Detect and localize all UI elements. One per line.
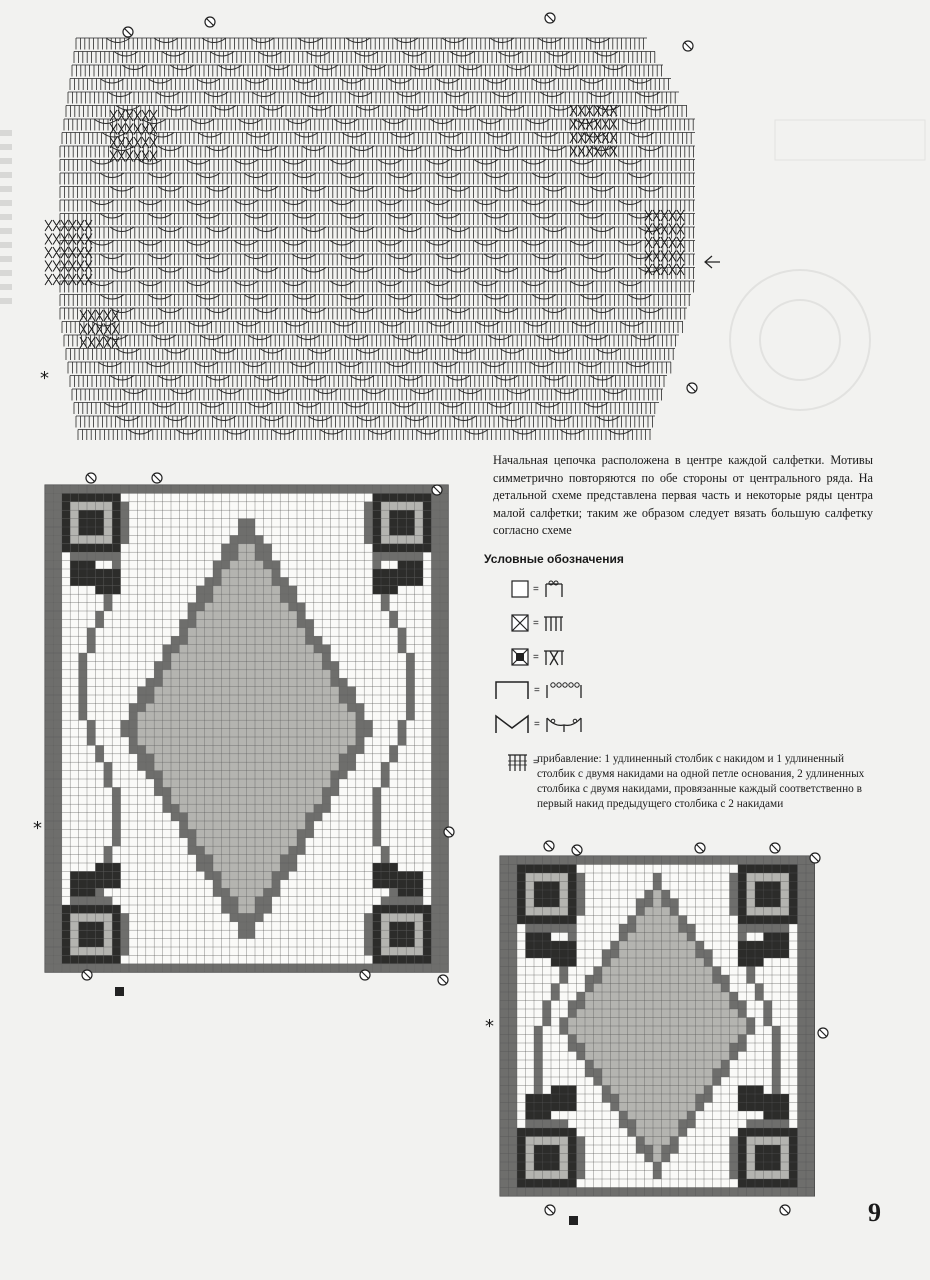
crossed-circle-icon: [695, 843, 705, 853]
large-chart-grid: [45, 485, 448, 972]
detail-asterisk: *: [40, 368, 49, 389]
crossed-circle-icon: [444, 827, 454, 837]
start-square-icon: [569, 1216, 578, 1225]
crossed-circle-icon: [770, 843, 780, 853]
crossed-circle-icon: [360, 970, 370, 980]
large-doily-chart: [35, 470, 465, 1010]
crossed-circle-icon: [545, 13, 555, 23]
crossed-circle-icon: [810, 853, 820, 863]
legend-title: Условные обозначения: [484, 552, 624, 566]
crossed-circle-icon: [687, 383, 697, 393]
small-chart-asterisk: *: [485, 1016, 494, 1037]
detail-stitch-rows: [60, 38, 695, 440]
crossed-circle-icon: [572, 845, 582, 855]
crossed-circle-icon: [438, 975, 448, 985]
legend-row-filled: =: [511, 614, 565, 632]
lacet-stitch-icon: [544, 715, 584, 733]
legend-row-increase: =: [507, 752, 539, 772]
v-lacet-icon: [494, 714, 530, 734]
legend-row-empty: =: [511, 580, 565, 598]
large-chart-asterisk: *: [33, 818, 42, 839]
start-square-icon: [115, 987, 124, 996]
crossed-circle-icon: [205, 17, 215, 27]
increase-description: прибавление: 1 удлиненный столбик с накидом и 1 удлиненный столбик с двумя накидами на одной петле основания, 2 удлиненных столбика с двумя накидами, провязанные каждый соответственно в первый накид предыдущего столбика с 2 накидами: [537, 753, 865, 810]
crossed-stitch-icon: [543, 648, 565, 666]
page-number: 9: [868, 1198, 881, 1227]
legend-row-lacet: =: [494, 714, 584, 734]
crossed-circle-icon: [152, 473, 162, 483]
crossed-circle-icon: [780, 1205, 790, 1215]
small-chart-grid: [500, 856, 815, 1196]
crossed-circle-icon: [544, 841, 554, 851]
legend-row-double: =: [511, 648, 565, 666]
crossed-circle-icon: [86, 473, 96, 483]
four-double-crochet-icon: [543, 614, 565, 632]
empty-square-icon: [511, 580, 529, 598]
legend-row-bridge: =: [494, 680, 584, 700]
crossed-circle-icon: [82, 970, 92, 980]
crossed-square-icon: [511, 614, 529, 632]
detail-scheme-diagram: [40, 10, 720, 440]
small-doily-chart: [485, 838, 835, 1228]
show-through-background: [715, 20, 930, 440]
left-binding-strip: [0, 130, 12, 310]
increase-stitch-icon: [507, 752, 529, 772]
double-crossed-square-icon: [511, 648, 529, 666]
double-crochet-chain-icon: [543, 580, 565, 598]
description-paragraph: Начальная цепочка расположена в центре каждой салфетки. Мотивы симметрично повторяются по обе стороны от центрального ряда. На детальной схеме представлена первая часть и некоторые ряды центра малой салфетки; таким же образом следует вязать большую салфетку согласно схеме: [493, 453, 873, 538]
crossed-circle-icon: [818, 1028, 828, 1038]
crossed-circle-icon: [432, 485, 442, 495]
chain-bridge-icon: [544, 681, 584, 699]
bridge-bracket-icon: [494, 680, 530, 700]
crossed-circle-icon: [123, 27, 133, 37]
direction-arrow-icon: [705, 256, 720, 268]
crossed-circle-icon: [545, 1205, 555, 1215]
crossed-circle-icon: [683, 41, 693, 51]
